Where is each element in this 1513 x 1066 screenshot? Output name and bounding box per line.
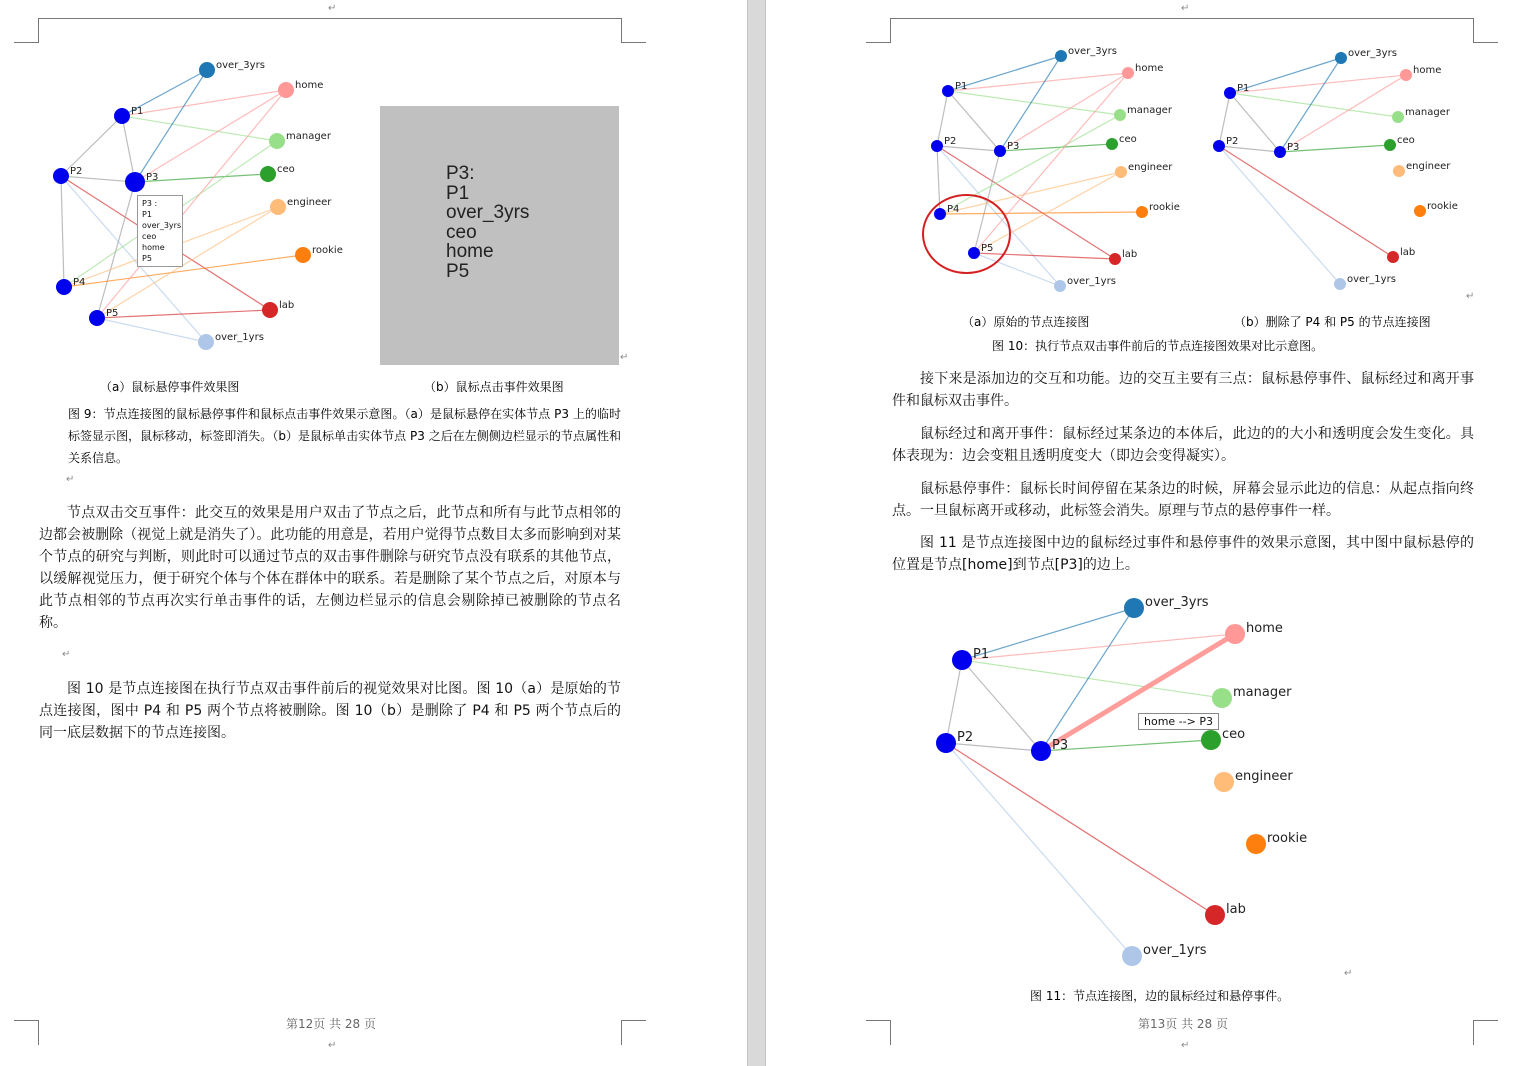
node-label-ceo: ceo xyxy=(277,164,295,175)
node-engineer[interactable] xyxy=(1115,166,1127,178)
node-label-ceo: ceo xyxy=(1397,135,1415,146)
page-gutter xyxy=(747,0,766,1066)
paragraph-mark: ↵ xyxy=(1181,1040,1190,1051)
node-P5[interactable] xyxy=(89,310,105,326)
edge-P1-manager[interactable] xyxy=(1230,93,1398,117)
node-manager[interactable] xyxy=(1212,688,1232,708)
node-label-engineer: engineer xyxy=(1128,162,1173,173)
node-lab[interactable] xyxy=(1387,251,1399,263)
figure-9-caption: 图 9：节点连接图的鼠标悬停事件和鼠标点击事件效果示意图。（a）是鼠标悬停在实体节点 P3 上的临时标签显示图，鼠标移动，标签即消失。（b）是鼠标单击实体节点 P3 之后在左侧侧边栏显示的节点属性和关系信息。 xyxy=(68,407,621,465)
page-footer: 第13页 共 28 页 xyxy=(1138,1017,1228,1031)
figure-10a-caption: （a）原始的节点连接图 xyxy=(962,315,1090,329)
node-P3[interactable] xyxy=(125,172,145,192)
node-over_1yrs[interactable] xyxy=(1334,278,1346,290)
node-label-rookie: rookie xyxy=(1267,831,1308,846)
node-label-P3: P3 xyxy=(1287,142,1300,153)
node-rookie[interactable] xyxy=(295,247,311,263)
node-rookie[interactable] xyxy=(1414,205,1426,217)
edge-P1-home[interactable] xyxy=(948,73,1128,91)
node-ceo[interactable] xyxy=(1201,730,1221,750)
edge-P5-over_1yrs[interactable] xyxy=(97,318,206,342)
node-label-P2: P2 xyxy=(957,730,974,745)
node-label-lab: lab xyxy=(1226,902,1246,917)
sidebar-line: P1 xyxy=(446,182,470,204)
figure-9a-caption: （a）鼠标悬停事件效果图 xyxy=(100,380,240,394)
edge-P2-over_1yrs[interactable] xyxy=(61,176,206,342)
node-home[interactable] xyxy=(1122,67,1134,79)
node-over_1yrs[interactable] xyxy=(198,334,214,350)
figure-10b-caption: （b）删除了 P4 和 P5 的节点连接图 xyxy=(1234,315,1431,329)
node-lab[interactable] xyxy=(1205,905,1225,925)
node-label-P5: P5 xyxy=(106,308,119,319)
node-P1[interactable] xyxy=(114,108,130,124)
highlight-circle xyxy=(922,194,1011,274)
node-label-P1: P1 xyxy=(955,81,968,92)
crop-mark-top-right xyxy=(1473,18,1498,43)
edge-P2-P4[interactable] xyxy=(61,176,64,287)
node-label-engineer: engineer xyxy=(1406,161,1451,172)
body-paragraph xyxy=(892,478,1474,522)
node-P1[interactable] xyxy=(1224,87,1236,99)
crop-mark-bottom-left xyxy=(866,1020,891,1045)
header-line xyxy=(38,18,621,20)
edge-P1-P3[interactable] xyxy=(122,116,135,182)
figure-11-node-link-graph[interactable] xyxy=(926,588,1336,973)
body-paragraph xyxy=(39,502,621,634)
paragraph-text: 图 11 是节点连接图中边的鼠标经过事件和悬停事件的效果示意图，其中图中鼠标悬停的位置是节点[home]到节点[P3]的边上。 xyxy=(892,535,1474,573)
node-label-home: home xyxy=(1413,65,1442,76)
crop-mark-top-right xyxy=(621,18,646,43)
node-label-over_3yrs: over_3yrs xyxy=(1145,595,1209,610)
node-ceo[interactable] xyxy=(1384,139,1396,151)
paragraph-mark: ↵ xyxy=(62,649,71,660)
sidebar-line: over_3yrs xyxy=(446,202,530,223)
node-P3[interactable] xyxy=(994,145,1006,157)
node-label-P5: P5 xyxy=(981,243,994,254)
crop-mark-top-left xyxy=(14,18,39,43)
node-ceo[interactable] xyxy=(1106,138,1118,150)
node-over_1yrs[interactable] xyxy=(1054,280,1066,292)
figure-10b-node-link-graph[interactable] xyxy=(1206,40,1456,300)
node-home[interactable] xyxy=(1400,69,1412,81)
node-P4[interactable] xyxy=(56,279,72,295)
node-label-over_3yrs: over_3yrs xyxy=(1068,46,1117,57)
paragraph-text: 鼠标经过和离开事件：鼠标经过某条边的本体后，此边的的大小和透明度会发生变化。具体表现为：边会变粗且透明度变大（即边会变得凝实）。 xyxy=(892,426,1474,464)
node-label-ceo: ceo xyxy=(1222,727,1246,742)
node-over_3yrs[interactable] xyxy=(1335,52,1347,64)
edge-P3-over_3yrs[interactable] xyxy=(1041,608,1134,751)
node-rookie[interactable] xyxy=(1136,206,1148,218)
paragraph-mark: ↵ xyxy=(66,474,75,485)
paragraph-mark: ↵ xyxy=(328,1040,337,1051)
node-label-lab: lab xyxy=(1400,247,1416,258)
paragraph-text: 接下来是添加边的交互和功能。边的交互主要有三点：鼠标悬停事件、鼠标经过和离开事件和鼠标双击事件。 xyxy=(892,371,1474,409)
node-engineer[interactable] xyxy=(1393,165,1405,177)
node-P2[interactable] xyxy=(1213,140,1225,152)
node-label-P1: P1 xyxy=(131,106,144,117)
node-P3[interactable] xyxy=(1031,741,1051,761)
node-label-over_3yrs: over_3yrs xyxy=(216,60,265,71)
body-paragraph xyxy=(892,423,1474,467)
sidebar-line: P5 xyxy=(446,260,470,282)
figure-11-caption: 图 11：节点连接图，边的鼠标经过和悬停事件。 xyxy=(1030,989,1290,1003)
node-label-P1: P1 xyxy=(973,647,990,662)
node-over_3yrs[interactable] xyxy=(199,62,215,78)
node-label-manager: manager xyxy=(1405,107,1450,118)
node-label-ceo: ceo xyxy=(1119,134,1137,145)
node-lab[interactable] xyxy=(1109,253,1121,265)
node-label-P3: P3 xyxy=(1052,738,1069,753)
node-label-P1: P1 xyxy=(1237,83,1250,94)
node-manager[interactable] xyxy=(269,133,285,149)
crop-mark-bottom-right xyxy=(1473,1020,1498,1045)
node-label-engineer: engineer xyxy=(287,197,332,208)
node-label-engineer: engineer xyxy=(1235,769,1293,784)
node-label-P2: P2 xyxy=(70,166,83,177)
edge-P1-manager[interactable] xyxy=(948,91,1120,115)
node-label-rookie: rookie xyxy=(1427,201,1458,212)
node-engineer[interactable] xyxy=(270,199,286,215)
edge-P2-over_1yrs[interactable] xyxy=(946,743,1132,956)
figure-10-caption: 图 10：执行节点双击事件前后的节点连接图效果对比示意图。 xyxy=(992,339,1324,353)
node-label-P4: P4 xyxy=(947,204,960,215)
node-P2[interactable] xyxy=(53,168,69,184)
paragraph-mark: ↵ xyxy=(1466,291,1475,302)
sidebar-line: P3: xyxy=(446,163,475,184)
node-over_3yrs[interactable] xyxy=(1124,598,1144,618)
edge-P3-over_3yrs[interactable] xyxy=(1280,58,1341,152)
node-ceo[interactable] xyxy=(260,166,276,182)
node-label-over_1yrs: over_1yrs xyxy=(215,332,264,343)
node-label-over_1yrs: over_1yrs xyxy=(1143,943,1207,958)
node-label-P2: P2 xyxy=(1226,136,1239,147)
tooltip-line: P3 : xyxy=(142,199,158,208)
node-home[interactable] xyxy=(278,82,294,98)
node-label-P3: P3 xyxy=(1007,141,1020,152)
node-label-rookie: rookie xyxy=(312,245,343,256)
node-manager[interactable] xyxy=(1392,111,1404,123)
node-label-manager: manager xyxy=(286,131,331,142)
sidebar-line: home xyxy=(446,241,494,262)
node-P1[interactable] xyxy=(952,650,972,670)
node-P2[interactable] xyxy=(931,140,943,152)
node-rookie[interactable] xyxy=(1246,834,1266,854)
document-page-12 xyxy=(0,0,747,1066)
sidebar-line: ceo xyxy=(446,221,477,243)
node-label-over_3yrs: over_3yrs xyxy=(1348,48,1397,59)
node-label-manager: manager xyxy=(1233,685,1292,700)
node-P3[interactable] xyxy=(1274,146,1286,158)
edge-P3-over_3yrs[interactable] xyxy=(135,70,207,182)
body-paragraph xyxy=(892,368,1474,412)
node-label-P4: P4 xyxy=(73,277,86,288)
paragraph-mark: ↵ xyxy=(328,3,337,14)
edge-P3-over_3yrs[interactable] xyxy=(1000,56,1061,151)
paragraph-text: 节点双击交互事件：此交互的效果是用户双击了节点之后，此节点和所有与此节点相邻的边都会被删除（视觉上就是消失了）。此功能的用意是，若用户觉得节点数目太多而影响到对某个节点的研究与判断，则此时可以通过节点的双击事件删除与研究节点没有联系的其他节点，以缓解视觉压力，便于研究个体与个体在群体中的联系。若是删除了某个节点之后，对原本与此节点相邻的节点再次实行单击事件的话，左侧边栏显示的信息会剔除掉已被删除的节点名称。 xyxy=(39,505,621,631)
paragraph-text: 图 10 是节点连接图在执行节点双击事件前后的视觉效果对比图。图 10（a）是原始的节点连接图，图中 P4 和 P5 两个节点将被删除。图 10（b）是删除了 P4 和 P5 两个节点后的同一底层数据下的节点连接图。 xyxy=(39,681,621,741)
info-sidebar-panel xyxy=(380,106,619,365)
document-page-13 xyxy=(766,0,1513,1066)
paragraph-mark: ↵ xyxy=(1181,3,1190,14)
node-label-P3: P3 xyxy=(146,172,159,183)
node-label-over_1yrs: over_1yrs xyxy=(1067,276,1116,287)
figure-9a-node-link-graph[interactable] xyxy=(40,50,370,360)
node-over_1yrs[interactable] xyxy=(1122,946,1142,966)
tooltip-line: P1 xyxy=(142,210,152,219)
edge-P2-lab[interactable] xyxy=(1219,146,1393,257)
tooltip-line: over_3yrs xyxy=(142,221,182,230)
edge-P5-home[interactable] xyxy=(97,90,286,318)
tooltip-line: home xyxy=(142,243,165,252)
edge-P1-home[interactable] xyxy=(1230,75,1406,93)
body-paragraph xyxy=(892,532,1474,576)
edge-P2-over_1yrs[interactable] xyxy=(1219,146,1340,284)
node-label-home: home xyxy=(295,80,324,91)
node-label-P2: P2 xyxy=(944,136,957,147)
node-P2[interactable] xyxy=(936,733,956,753)
node-P1[interactable] xyxy=(942,85,954,97)
paragraph-mark: ↵ xyxy=(1344,968,1353,979)
node-label-home: home xyxy=(1135,63,1164,74)
edge-P2-lab[interactable] xyxy=(946,743,1215,915)
node-label-lab: lab xyxy=(1122,249,1138,260)
node-manager[interactable] xyxy=(1114,109,1126,121)
body-paragraph xyxy=(39,678,621,744)
tooltip-line: ceo xyxy=(142,232,157,241)
node-home[interactable] xyxy=(1225,624,1245,644)
crop-mark-bottom-left xyxy=(14,1020,39,1045)
edge-hover-tooltip: home --> P3 xyxy=(1138,713,1219,730)
figure-9b-caption: （b）鼠标点击事件效果图 xyxy=(424,380,564,394)
paragraph-text: 鼠标悬停事件：鼠标长时间停留在某条边的时候，屏幕会显示此边的信息：从起点指向终点。一旦鼠标离开或移动，此标签会消失。原理与节点的悬停事件一样。 xyxy=(892,481,1474,519)
node-label-rookie: rookie xyxy=(1149,202,1180,213)
edge-P1-P3[interactable] xyxy=(962,660,1041,751)
node-label-over_1yrs: over_1yrs xyxy=(1347,274,1396,285)
node-over_3yrs[interactable] xyxy=(1055,50,1067,62)
tooltip-line: P5 xyxy=(142,254,152,263)
crop-mark-bottom-right xyxy=(621,1020,646,1045)
edge-P4-rookie[interactable] xyxy=(64,255,303,287)
node-label-manager: manager xyxy=(1127,105,1172,116)
page-footer: 第12页 共 28 页 xyxy=(286,1017,376,1031)
node-label-lab: lab xyxy=(279,300,295,311)
crop-mark-top-left xyxy=(866,18,891,43)
node-engineer[interactable] xyxy=(1214,772,1234,792)
node-label-home: home xyxy=(1246,621,1283,636)
node-lab[interactable] xyxy=(262,302,278,318)
node-hover-tooltip xyxy=(137,195,183,267)
paragraph-mark: ↵ xyxy=(620,352,629,363)
header-line xyxy=(890,18,1473,20)
